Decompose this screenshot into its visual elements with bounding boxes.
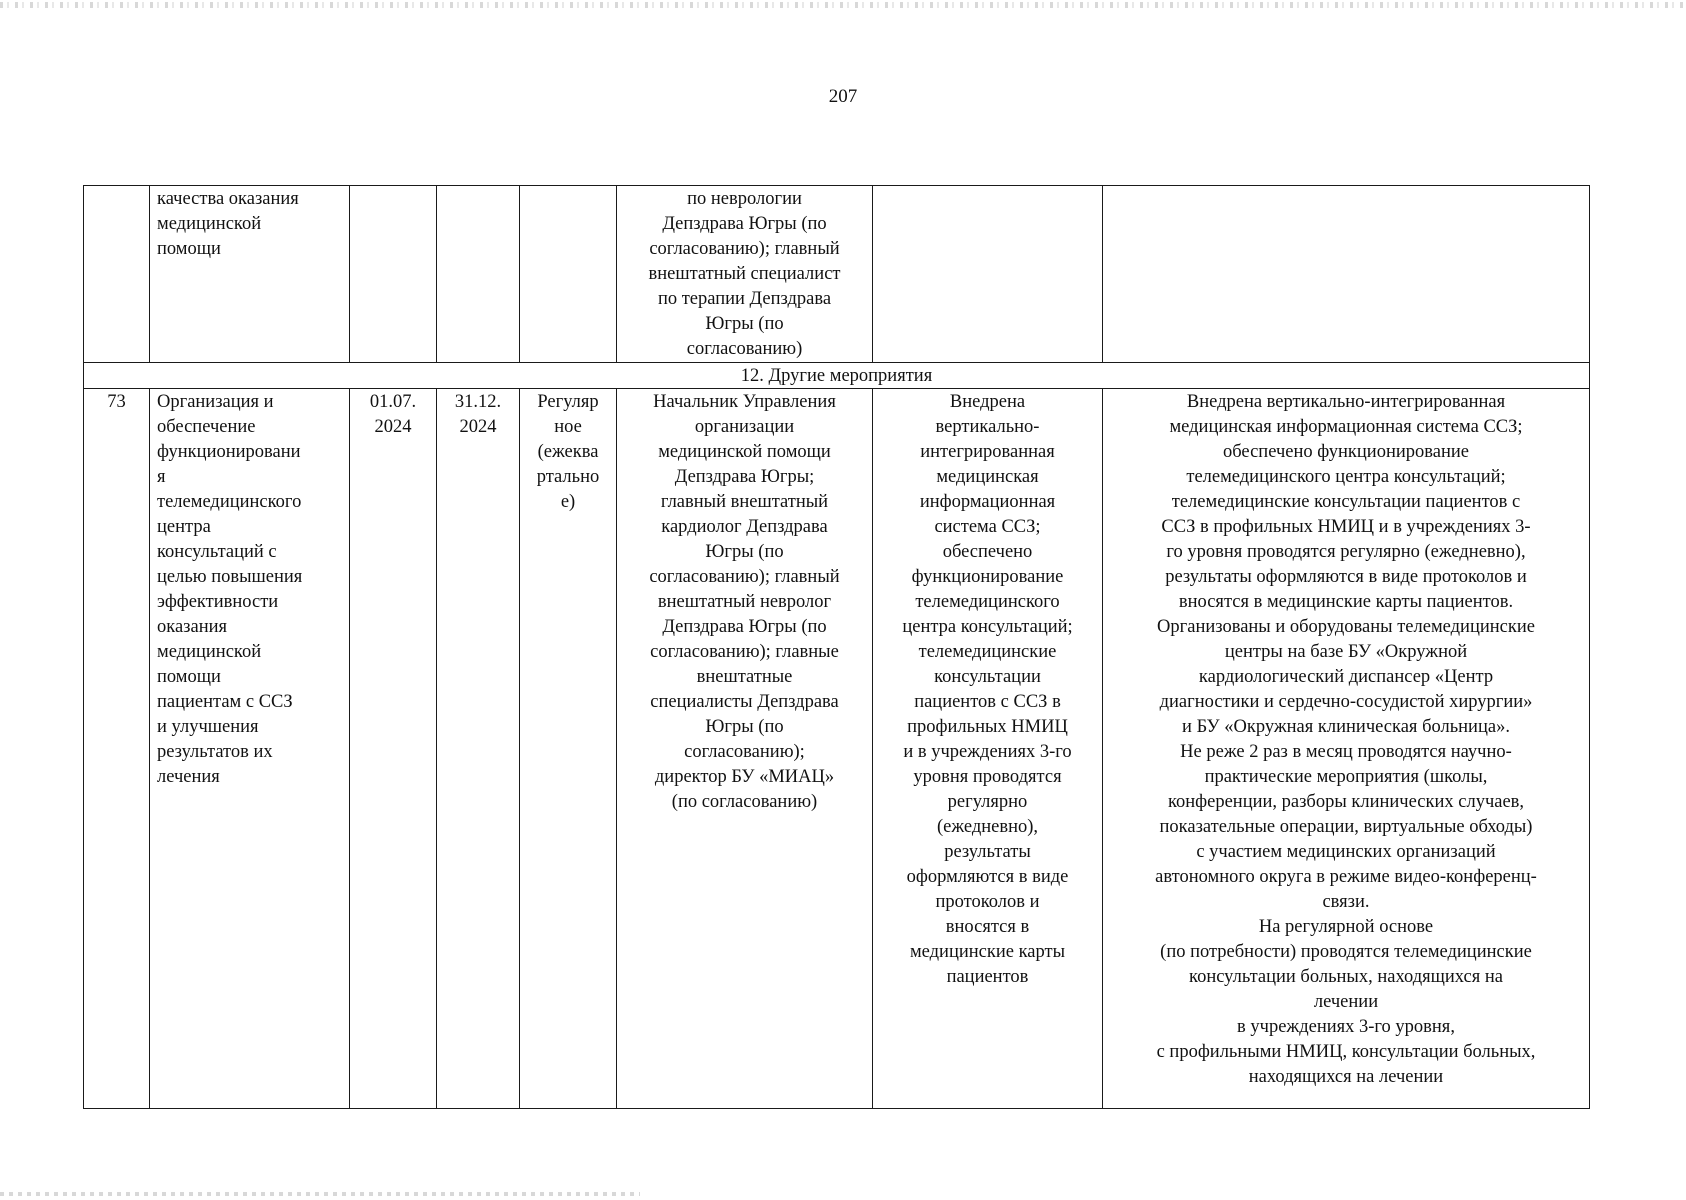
cell-expected-result: Внедрена вертикально- интегрированная медицинская информационная система ССЗ; обеспечено функционирование телемедицинского центра консультаций; телемедицинские консультации пациентов с ССЗ в профильных НМИЦ и в учреждениях 3-го уровня проводятся регулярно (ежедневно), результаты оформляются в виде протоколов и вносятся в медицинские карты пациентов — [873, 389, 1103, 1109]
cell-start-date — [350, 186, 437, 363]
table-row-continued — [84, 186, 1590, 363]
cell-periodicity — [520, 186, 617, 363]
cell-end-date — [437, 186, 520, 363]
cell-activity-name: качества оказания медицинской помощи — [150, 186, 350, 363]
cell-activity-name: Организация и обеспечение функционировани я телемедицинского центра консультаций с целью повышения эффективности оказания медицинской помощи пациентам с ССЗ и улучшения результатов их лечения — [150, 389, 350, 1109]
table-row-73 — [84, 389, 1590, 1109]
cell-actual-result: Внедрена вертикально-интегрированная медицинская информационная система ССЗ; обеспечено функционирование телемедицинского центра консультаций; телемедицинские консультации пациентов с ССЗ в профильных НМИЦ и в учреждениях 3- го уровня проводятся регулярно (ежедневно), результаты оформляются в виде протоколов и вносятся в медицинские карты пациентов. Организованы и оборудованы телемедицинские центры на базе БУ «Окружной кардиологический диспансер «Центр диагностики и сердечно-сосудистой хирургии» и БУ «Окружная клиническая больница». Не реже 2 раз в месяц проводятся научно- практические мероприятия (школы, конференции, разборы клинических случаев, показательные операции, виртуальные обходы) с участием медицинских организаций автономного округа в режиме видео-конференц- связи. На регулярной основе (по потребности) проводятся телемедицинские консультации больных, находящихся на лечении в учреждениях 3-го уровня, с профильными НМИЦ, консультации больных, находящихся на лечении — [1103, 389, 1590, 1109]
cell-expected-result — [873, 186, 1103, 363]
cell-end-date: 31.12. 2024 — [437, 389, 520, 1109]
cell-periodicity: Регуляр ное (ежеква ртально е) — [520, 389, 617, 1109]
scan-artifact-bottom — [0, 1192, 640, 1196]
cell-start-date: 01.07. 2024 — [350, 389, 437, 1109]
activities-table — [83, 185, 1590, 1109]
scan-artifact-top — [0, 2, 1686, 8]
cell-responsible: по неврологии Депздрава Югры (по согласованию); главный внештатный специалист по терапии Депздрава Югры (по согласованию) — [617, 186, 873, 363]
section-header-row — [84, 363, 1590, 389]
cell-number: 73 — [84, 389, 150, 1109]
page-number: 207 — [828, 86, 858, 107]
section-title: 12. Другие мероприятия — [84, 363, 1590, 389]
cell-number — [84, 186, 150, 363]
cell-responsible: Начальник Управления организации медицинской помощи Депздрава Югры; главный внештатный кардиолог Депздрава Югры (по согласованию); главный внештатный невролог Депздрава Югры (по согласованию); главные внештатные специалисты Депздрава Югры (по согласованию); директор БУ «МИАЦ» (по согласованию) — [617, 389, 873, 1109]
cell-actual-result — [1103, 186, 1590, 363]
